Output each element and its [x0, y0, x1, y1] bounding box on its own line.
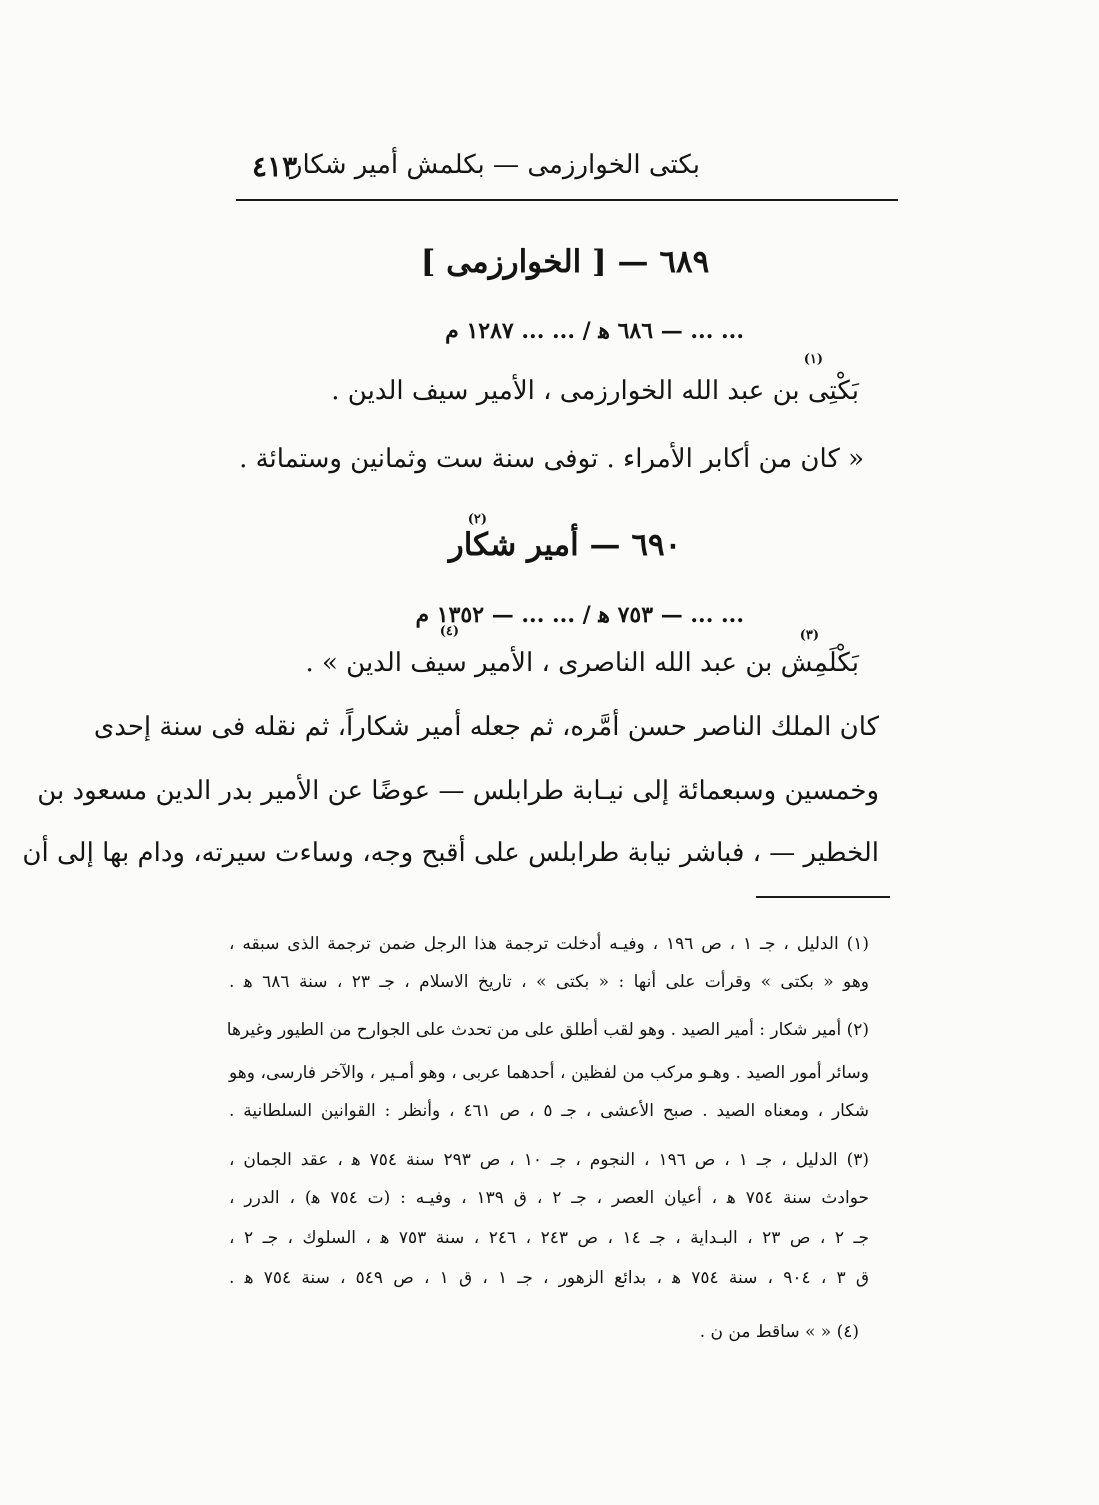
entry-name-689: بَكْتِى بن عبد الله الخوارزمى ، الأمير سيف الدين . — [331, 376, 859, 406]
footnote-line: وسائر أمور الصيد . وهـو مركب من لفظين ، أحدهما عربى ، وهو أمـير ، والآخر فارسى، وهو — [229, 1063, 869, 1083]
header-rule — [236, 199, 898, 201]
footnote-line: (٢) أمير شكار : أمير الصيد . وهو لقب أطلق على من تحدث على الجوارح من الطيور وغيرها — [226, 1020, 869, 1040]
footnote-rule — [756, 896, 890, 898]
entry-dates-689: ... ... — ٦٨٦ ﻫ / ... ... ١٢٨٧ م — [445, 318, 744, 344]
footnote-line: (٤) « » ساقط من ن . — [699, 1322, 859, 1342]
body-line-2: وخمسين وسبعمائة إلى نيـابة طرابلس — عوضًا عن الأمير بدر الدين مسعود بن — [37, 776, 879, 806]
entry-name-690: بَكْلَمِش بن عبد الله الناصرى ، الأمير سيف الدين » . — [305, 648, 859, 678]
footnote-ref-2: (٢) — [467, 512, 487, 527]
footnote-line: جـ ٢ ، ص ٢٣ ، البـداية ، جـ ١٤ ، ص ٢٤٣ ، ٢٤٦ ، سنة ٧٥٣ ﻫ ، السلوك ، جـ ٢ ، — [229, 1228, 869, 1248]
entry-dates-690: ... ... — ٧٥٣ ﻫ / ... ... — ١٣٥٢ م — [415, 602, 744, 628]
body-line-3: الخطير — ، فباشر نيابة طرابلس على أقبح وجه، وساءت سيرته، ودام بها إلى أن — [22, 838, 879, 868]
footnote-line: حوادث سنة ٧٥٤ ﻫ ، أعيان العصر ، جـ ٢ ، ق ١٣٩ ، وفيـه : (ت ٧٥٤ ﻫ) ، الدرر ، — [229, 1188, 869, 1208]
entry-heading-689: ٦٨٩ — [ الخوارزمى ] — [420, 244, 710, 280]
footnote-ref-1: (١) — [803, 352, 823, 367]
page-number: ٤١٣ — [252, 150, 298, 183]
footnote-ref-3: (٣) — [799, 628, 819, 643]
entry-body-689: « كان من أكابر الأمراء . توفى سنة ست وثمانين وستمائة . — [239, 444, 864, 474]
header-title: بكتى الخوارزمى — بكلمش أمير شكار — [289, 150, 700, 180]
entry-heading-690: ٦٩٠ — أمير شكار — [448, 527, 682, 563]
footnote-line: (٣) الدليل ، جـ ١ ، ص ١٩٦ ، النجوم ، جـ ١٠ ، ص ٢٩٣ سنة ٧٥٤ ﻫ ، عقد الجمان ، — [229, 1150, 870, 1170]
running-header — [230, 150, 900, 186]
footnote-line: (١) الدليل ، جـ ١ ، ص ١٩٦ ، وفيـه أدخلت ترجمة هذا الرجل ضمن ترجمة الذى سبقه ، — [229, 934, 869, 954]
footnote-ref-4: (٤) — [439, 624, 459, 639]
footnote-line: وهو « بكتى » وقرأت على أنها : « بكتى » ، تاريخ الاسلام ، جـ ٢٣ ، سنة ٦٨٦ ﻫ . — [229, 972, 869, 992]
footnote-line: شكار ، ومعناه الصيد . صبح الأعشى ، جـ ٥ ، ص ٤٦١ ، وأنظر : القوانين السلطانية . — [229, 1101, 869, 1121]
body-line-1: كان الملك الناصر حسن أمَّره، ثم جعله أمير شكاراً، ثم نقله فى سنة إحدى — [93, 712, 879, 742]
footnote-line: ق ٣ ، ٩٠٤ ، سنة ٧٥٤ ﻫ ، بدائع الزهور ، جـ ١ ، ق ١ ، ص ٥٤٩ ، سنة ٧٥٤ ﻫ . — [229, 1268, 870, 1288]
